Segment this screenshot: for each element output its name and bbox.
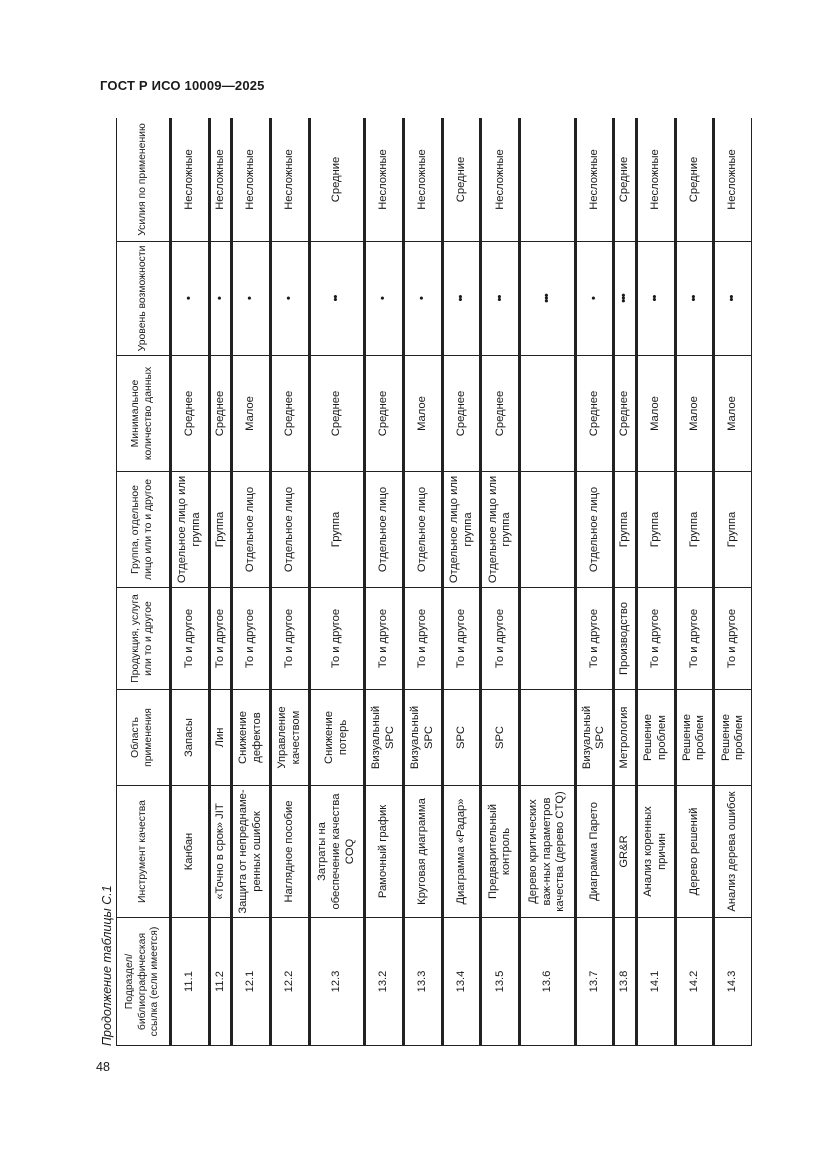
cell-scope: То и другое bbox=[365, 588, 404, 690]
cell-level: •• bbox=[714, 242, 752, 356]
cell-ref: 14.3 bbox=[714, 918, 752, 1046]
cell-level: •• bbox=[442, 242, 481, 356]
cell-area: Снижение потерь bbox=[309, 690, 364, 786]
cell-ref: 13.5 bbox=[481, 918, 520, 1046]
cell-level: • bbox=[171, 242, 210, 356]
table-header-row bbox=[117, 118, 171, 1046]
cell-data: Малое bbox=[675, 356, 714, 472]
cell-who: Группа bbox=[209, 472, 231, 588]
cell-ref: 11.2 bbox=[209, 918, 231, 1046]
cell-level: • bbox=[365, 242, 404, 356]
cell-ref: 13.3 bbox=[403, 918, 442, 1046]
quality-tools-table bbox=[116, 118, 752, 1046]
cell-data: Среднее bbox=[365, 356, 404, 472]
cell-who: Отдельное лицо или группа bbox=[171, 472, 210, 588]
cell-scope: То и другое bbox=[636, 588, 675, 690]
cell-area: Метрология bbox=[614, 690, 636, 786]
cell-area: Лин bbox=[209, 690, 231, 786]
cell-level: •• bbox=[309, 242, 364, 356]
cell-tool: Анализ коренных причин bbox=[636, 786, 675, 918]
table-row bbox=[675, 118, 714, 1046]
cell-effort: Средние bbox=[675, 118, 714, 242]
cell-ref: 13.4 bbox=[442, 918, 481, 1046]
table-row bbox=[575, 118, 614, 1046]
cell-ref: 13.2 bbox=[365, 918, 404, 1046]
cell-effort: Несложные bbox=[714, 118, 752, 242]
cell-data: Малое bbox=[403, 356, 442, 472]
cell-tool: Диаграмма Парето bbox=[575, 786, 614, 918]
cell-scope: То и другое bbox=[575, 588, 614, 690]
cell-level: •• bbox=[636, 242, 675, 356]
header-effort: Усилия по применению bbox=[117, 118, 171, 242]
cell-who: Группа bbox=[636, 472, 675, 588]
table-caption: Продолжение таблицы С.1 bbox=[100, 885, 114, 1046]
cell-who: Группа bbox=[714, 472, 752, 588]
cell-ref: 14.1 bbox=[636, 918, 675, 1046]
table-row bbox=[365, 118, 404, 1046]
cell-level: • bbox=[403, 242, 442, 356]
cell-level: ••• bbox=[520, 242, 575, 356]
cell-level: • bbox=[232, 242, 271, 356]
cell-who: Группа bbox=[614, 472, 636, 588]
cell-area: Решение проблем bbox=[675, 690, 714, 786]
cell-ref: 12.1 bbox=[232, 918, 271, 1046]
header-data: Минимальное количество данных bbox=[117, 356, 171, 472]
cell-effort: Средние bbox=[442, 118, 481, 242]
cell-data bbox=[520, 356, 575, 472]
cell-tool: Анализ дерева ошибок bbox=[714, 786, 752, 918]
cell-area: Визуальный SPC bbox=[365, 690, 404, 786]
cell-who: Отдельное лицо или группа bbox=[442, 472, 481, 588]
cell-data: Среднее bbox=[614, 356, 636, 472]
cell-area bbox=[520, 690, 575, 786]
header-level: Уровень возможности bbox=[117, 242, 171, 356]
cell-scope bbox=[520, 588, 575, 690]
cell-ref: 13.6 bbox=[520, 918, 575, 1046]
cell-scope: То и другое bbox=[481, 588, 520, 690]
cell-tool: «Точно в срок» JIT bbox=[209, 786, 231, 918]
cell-data: Среднее bbox=[271, 356, 310, 472]
cell-level: • bbox=[575, 242, 614, 356]
table-row bbox=[232, 118, 271, 1046]
cell-who: Группа bbox=[309, 472, 364, 588]
cell-data: Среднее bbox=[481, 356, 520, 472]
cell-area: Снижение дефектов bbox=[232, 690, 271, 786]
cell-data: Малое bbox=[232, 356, 271, 472]
header-ref: Подраздел/ библиографическая ссылка (если имеется) bbox=[117, 918, 171, 1046]
cell-who: Отдельное лицо bbox=[271, 472, 310, 588]
cell-data: Малое bbox=[714, 356, 752, 472]
cell-area: Решение проблем bbox=[636, 690, 675, 786]
cell-effort: Несложные bbox=[232, 118, 271, 242]
cell-effort: Несложные bbox=[171, 118, 210, 242]
cell-effort bbox=[520, 118, 575, 242]
cell-who: Отдельное лицо или группа bbox=[481, 472, 520, 588]
cell-area: Визуальный SPC bbox=[575, 690, 614, 786]
cell-ref: 12.3 bbox=[309, 918, 364, 1046]
cell-level: ••• bbox=[614, 242, 636, 356]
cell-scope: То и другое bbox=[714, 588, 752, 690]
table-row bbox=[520, 118, 575, 1046]
document-title: ГОСТ Р ИСО 10009—2025 bbox=[100, 78, 265, 93]
header-who: Группа, отдельное лицо или то и другое bbox=[117, 472, 171, 588]
header-tool: Инструмент качества bbox=[117, 786, 171, 918]
cell-who: Отдельное лицо bbox=[403, 472, 442, 588]
cell-tool: Дерево решений bbox=[675, 786, 714, 918]
cell-ref: 13.7 bbox=[575, 918, 614, 1046]
cell-level: • bbox=[271, 242, 310, 356]
cell-level: • bbox=[209, 242, 231, 356]
cell-data: Среднее bbox=[442, 356, 481, 472]
cell-effort: Средние bbox=[614, 118, 636, 242]
cell-scope: То и другое bbox=[232, 588, 271, 690]
cell-tool: Защита от непреднаме-ренных ошибок bbox=[232, 786, 271, 918]
table-row bbox=[614, 118, 636, 1046]
cell-effort: Несложные bbox=[209, 118, 231, 242]
cell-scope: То и другое bbox=[675, 588, 714, 690]
cell-scope: То и другое bbox=[271, 588, 310, 690]
table-row bbox=[636, 118, 675, 1046]
cell-tool: Дерево критических важ-ных параметров качества (дерево CTQ) bbox=[520, 786, 575, 918]
cell-who: Отдельное лицо bbox=[232, 472, 271, 588]
cell-area: SPC bbox=[481, 690, 520, 786]
cell-scope: То и другое bbox=[442, 588, 481, 690]
cell-scope: То и другое bbox=[403, 588, 442, 690]
cell-ref: 13.8 bbox=[614, 918, 636, 1046]
cell-tool: Диаграмма «Радар» bbox=[442, 786, 481, 918]
rotated-table bbox=[116, 118, 752, 1046]
cell-effort: Несложные bbox=[403, 118, 442, 242]
cell-scope: То и другое bbox=[209, 588, 231, 690]
cell-effort: Несложные bbox=[575, 118, 614, 242]
cell-level: •• bbox=[481, 242, 520, 356]
table-row bbox=[271, 118, 310, 1046]
cell-tool: Предварительный контроль bbox=[481, 786, 520, 918]
cell-area: SPC bbox=[442, 690, 481, 786]
cell-tool: Круговая диаграмма bbox=[403, 786, 442, 918]
cell-scope: То и другое bbox=[309, 588, 364, 690]
cell-data: Малое bbox=[636, 356, 675, 472]
cell-tool: Наглядное пособие bbox=[271, 786, 310, 918]
table-row bbox=[171, 118, 210, 1046]
table-container bbox=[116, 118, 752, 1046]
table-body bbox=[171, 118, 752, 1046]
cell-who bbox=[520, 472, 575, 588]
table-row bbox=[714, 118, 752, 1046]
cell-area: Запасы bbox=[171, 690, 210, 786]
cell-effort: Средние bbox=[309, 118, 364, 242]
cell-ref: 14.2 bbox=[675, 918, 714, 1046]
cell-data: Среднее bbox=[171, 356, 210, 472]
cell-tool: Канбан bbox=[171, 786, 210, 918]
cell-scope: То и другое bbox=[171, 588, 210, 690]
header-scope: Продукция, услуга или то и другое bbox=[117, 588, 171, 690]
cell-who: Отдельное лицо bbox=[365, 472, 404, 588]
cell-ref: 11.1 bbox=[171, 918, 210, 1046]
cell-effort: Несложные bbox=[271, 118, 310, 242]
cell-tool: GR&R bbox=[614, 786, 636, 918]
table-row bbox=[403, 118, 442, 1046]
cell-scope: Производство bbox=[614, 588, 636, 690]
cell-tool: Рамочный график bbox=[365, 786, 404, 918]
cell-area: Решение проблем bbox=[714, 690, 752, 786]
cell-who: Отдельное лицо bbox=[575, 472, 614, 588]
cell-tool: Затраты на обеспечение качества COQ bbox=[309, 786, 364, 918]
cell-area: Управление качеством bbox=[271, 690, 310, 786]
cell-area: Визуальный SPC bbox=[403, 690, 442, 786]
header-area: Область применения bbox=[117, 690, 171, 786]
cell-data: Среднее bbox=[209, 356, 231, 472]
cell-ref: 12.2 bbox=[271, 918, 310, 1046]
cell-effort: Несложные bbox=[636, 118, 675, 242]
page-number: 48 bbox=[96, 1060, 110, 1074]
cell-level: •• bbox=[675, 242, 714, 356]
table-row bbox=[209, 118, 231, 1046]
cell-who: Группа bbox=[675, 472, 714, 588]
cell-effort: Несложные bbox=[365, 118, 404, 242]
cell-data: Среднее bbox=[309, 356, 364, 472]
table-row bbox=[309, 118, 364, 1046]
cell-effort: Несложные bbox=[481, 118, 520, 242]
table-row bbox=[442, 118, 481, 1046]
cell-data: Среднее bbox=[575, 356, 614, 472]
table-row bbox=[481, 118, 520, 1046]
